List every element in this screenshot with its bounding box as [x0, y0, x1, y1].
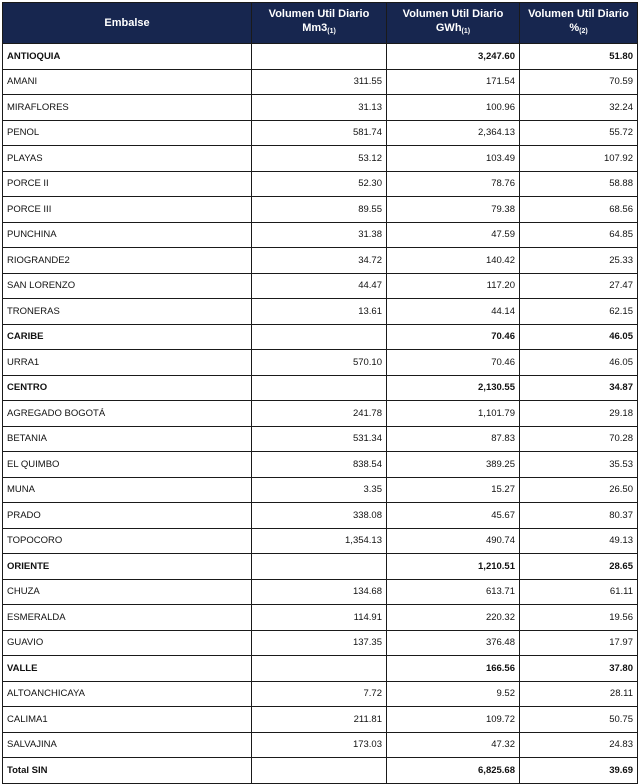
cell-embalse-name: PENOL — [3, 120, 252, 146]
cell-volume-mm3: 89.55 — [252, 197, 387, 223]
cell-embalse-name: PORCE III — [3, 197, 252, 223]
cell-volume-mm3: 241.78 — [252, 401, 387, 427]
cell-volume-gwh: 103.49 — [387, 146, 520, 172]
cell-volume-mm3 — [252, 758, 387, 784]
cell-volume-pct: 35.53 — [520, 452, 638, 478]
cell-volume-mm3 — [252, 656, 387, 682]
header-volume-mm3: Volumen Util Diario $Mm3_{(1)}$ — [252, 3, 387, 44]
cell-volume-pct: 49.13 — [520, 528, 638, 554]
cell-embalse-name: CHUZA — [3, 579, 252, 605]
cell-volume-gwh: 100.96 — [387, 95, 520, 121]
cell-volume-pct: 39.69 — [520, 758, 638, 784]
cell-volume-mm3: 13.61 — [252, 299, 387, 325]
cell-volume-pct: 61.11 — [520, 579, 638, 605]
cell-volume-pct: 24.83 — [520, 732, 638, 758]
table-row — [3, 503, 638, 529]
cell-volume-gwh: 2,130.55 — [387, 375, 520, 401]
cell-embalse-name: AMANI — [3, 69, 252, 95]
header-embalse: Embalse — [3, 3, 252, 44]
cell-volume-pct: 28.65 — [520, 554, 638, 580]
cell-volume-gwh: 1,210.51 — [387, 554, 520, 580]
table-row — [3, 426, 638, 452]
cell-volume-mm3: 838.54 — [252, 452, 387, 478]
cell-volume-mm3: 52.30 — [252, 171, 387, 197]
cell-embalse-name: VALLE — [3, 656, 252, 682]
cell-volume-gwh: 9.52 — [387, 681, 520, 707]
table-row — [3, 579, 638, 605]
cell-volume-gwh: 3,247.60 — [387, 44, 520, 70]
cell-volume-gwh: 87.83 — [387, 426, 520, 452]
cell-volume-gwh: 490.74 — [387, 528, 520, 554]
cell-volume-pct: 50.75 — [520, 707, 638, 733]
cell-volume-gwh: 44.14 — [387, 299, 520, 325]
cell-volume-mm3: 134.68 — [252, 579, 387, 605]
cell-volume-gwh: 376.48 — [387, 630, 520, 656]
cell-volume-mm3: 34.72 — [252, 248, 387, 274]
cell-embalse-name: ORIENTE — [3, 554, 252, 580]
cell-embalse-name: MIRAFLORES — [3, 95, 252, 121]
cell-volume-mm3: 114.91 — [252, 605, 387, 631]
cell-volume-pct: 32.24 — [520, 95, 638, 121]
table-row — [3, 95, 638, 121]
cell-embalse-name: SAN LORENZO — [3, 273, 252, 299]
cell-volume-pct: 51.80 — [520, 44, 638, 70]
cell-embalse-name: CENTRO — [3, 375, 252, 401]
cell-volume-mm3: 211.81 — [252, 707, 387, 733]
cell-volume-pct: 37.80 — [520, 656, 638, 682]
cell-embalse-name: GUAVIO — [3, 630, 252, 656]
cell-volume-pct: 17.97 — [520, 630, 638, 656]
cell-embalse-name: PORCE II — [3, 171, 252, 197]
cell-volume-mm3 — [252, 554, 387, 580]
cell-volume-mm3 — [252, 44, 387, 70]
cell-embalse-name: ANTIOQUIA — [3, 44, 252, 70]
table-row — [3, 401, 638, 427]
cell-volume-gwh: 613.71 — [387, 579, 520, 605]
cell-volume-gwh: 47.32 — [387, 732, 520, 758]
total-row — [3, 758, 638, 784]
region-row — [3, 554, 638, 580]
cell-embalse-name: EL QUIMBO — [3, 452, 252, 478]
table-row — [3, 630, 638, 656]
region-row — [3, 656, 638, 682]
table-row — [3, 69, 638, 95]
cell-volume-mm3: 137.35 — [252, 630, 387, 656]
cell-volume-mm3: 7.72 — [252, 681, 387, 707]
cell-volume-mm3 — [252, 375, 387, 401]
cell-volume-mm3: 31.13 — [252, 95, 387, 121]
cell-volume-pct: 28.11 — [520, 681, 638, 707]
cell-embalse-name: AGREGADO BOGOTÁ — [3, 401, 252, 427]
cell-embalse-name: RIOGRANDE2 — [3, 248, 252, 274]
cell-volume-gwh: 166.56 — [387, 656, 520, 682]
reservoir-table-container — [2, 2, 638, 784]
table-row — [3, 528, 638, 554]
cell-volume-mm3: 531.34 — [252, 426, 387, 452]
table-row — [3, 350, 638, 376]
cell-volume-pct: 34.87 — [520, 375, 638, 401]
cell-embalse-name: ESMERALDA — [3, 605, 252, 631]
table-row — [3, 146, 638, 172]
table-row — [3, 222, 638, 248]
table-row — [3, 452, 638, 478]
table-row — [3, 681, 638, 707]
cell-embalse-name: ALTOANCHICAYA — [3, 681, 252, 707]
table-row — [3, 197, 638, 223]
cell-embalse-name: PUNCHINA — [3, 222, 252, 248]
table-row — [3, 248, 638, 274]
cell-volume-pct: 68.56 — [520, 197, 638, 223]
cell-volume-mm3 — [252, 324, 387, 350]
cell-volume-gwh: 45.67 — [387, 503, 520, 529]
cell-volume-gwh: 389.25 — [387, 452, 520, 478]
cell-volume-gwh: 15.27 — [387, 477, 520, 503]
cell-embalse-name: PRADO — [3, 503, 252, 529]
reservoir-volume-table — [2, 2, 638, 784]
cell-volume-gwh: 47.59 — [387, 222, 520, 248]
cell-volume-mm3: 570.10 — [252, 350, 387, 376]
table-row — [3, 477, 638, 503]
table-row — [3, 299, 638, 325]
cell-volume-mm3: 338.08 — [252, 503, 387, 529]
cell-volume-pct: 80.37 — [520, 503, 638, 529]
cell-embalse-name: Total SIN — [3, 758, 252, 784]
cell-volume-gwh: 117.20 — [387, 273, 520, 299]
cell-volume-mm3: 53.12 — [252, 146, 387, 172]
cell-volume-mm3: 581.74 — [252, 120, 387, 146]
cell-embalse-name: TOPOCORO — [3, 528, 252, 554]
cell-volume-pct: 70.28 — [520, 426, 638, 452]
cell-volume-mm3: 44.47 — [252, 273, 387, 299]
table-row — [3, 707, 638, 733]
cell-volume-mm3: 311.55 — [252, 69, 387, 95]
cell-volume-mm3: 173.03 — [252, 732, 387, 758]
cell-volume-pct: 46.05 — [520, 324, 638, 350]
cell-volume-gwh: 79.38 — [387, 197, 520, 223]
cell-embalse-name: TRONERAS — [3, 299, 252, 325]
cell-volume-gwh: 109.72 — [387, 707, 520, 733]
header-volume-pct: Volumen Util Diario $\%_{(2)}$ — [520, 3, 638, 44]
cell-volume-gwh: 220.32 — [387, 605, 520, 631]
cell-volume-pct: 26.50 — [520, 477, 638, 503]
cell-embalse-name: PLAYAS — [3, 146, 252, 172]
cell-volume-gwh: 70.46 — [387, 324, 520, 350]
cell-volume-pct: 55.72 — [520, 120, 638, 146]
region-row — [3, 324, 638, 350]
cell-embalse-name: SALVAJINA — [3, 732, 252, 758]
cell-volume-pct: 64.85 — [520, 222, 638, 248]
cell-volume-gwh: 171.54 — [387, 69, 520, 95]
table-body — [3, 44, 638, 784]
region-row — [3, 375, 638, 401]
cell-embalse-name: URRA1 — [3, 350, 252, 376]
cell-embalse-name: MUNA — [3, 477, 252, 503]
cell-volume-mm3: 1,354.13 — [252, 528, 387, 554]
cell-volume-mm3: 3.35 — [252, 477, 387, 503]
cell-volume-pct: 29.18 — [520, 401, 638, 427]
cell-volume-pct: 27.47 — [520, 273, 638, 299]
cell-volume-gwh: 70.46 — [387, 350, 520, 376]
cell-volume-pct: 62.15 — [520, 299, 638, 325]
table-row — [3, 732, 638, 758]
table-row — [3, 171, 638, 197]
cell-volume-gwh: 1,101.79 — [387, 401, 520, 427]
cell-volume-gwh: 2,364.13 — [387, 120, 520, 146]
cell-volume-pct: 107.92 — [520, 146, 638, 172]
cell-embalse-name: CALIMA1 — [3, 707, 252, 733]
cell-volume-pct: 19.56 — [520, 605, 638, 631]
cell-embalse-name: CARIBE — [3, 324, 252, 350]
cell-embalse-name: BETANIA — [3, 426, 252, 452]
table-row — [3, 120, 638, 146]
cell-volume-pct: 58.88 — [520, 171, 638, 197]
header-volume-gwh: Volumen Util Diario GWh$_{(1)}$ — [387, 3, 520, 44]
cell-volume-pct: 25.33 — [520, 248, 638, 274]
cell-volume-pct: 70.59 — [520, 69, 638, 95]
cell-volume-gwh: 78.76 — [387, 171, 520, 197]
cell-volume-pct: 46.05 — [520, 350, 638, 376]
table-header-row — [3, 3, 638, 44]
table-row — [3, 273, 638, 299]
cell-volume-gwh: 140.42 — [387, 248, 520, 274]
cell-volume-mm3: 31.38 — [252, 222, 387, 248]
table-row — [3, 605, 638, 631]
cell-volume-gwh: 6,825.68 — [387, 758, 520, 784]
region-row — [3, 44, 638, 70]
